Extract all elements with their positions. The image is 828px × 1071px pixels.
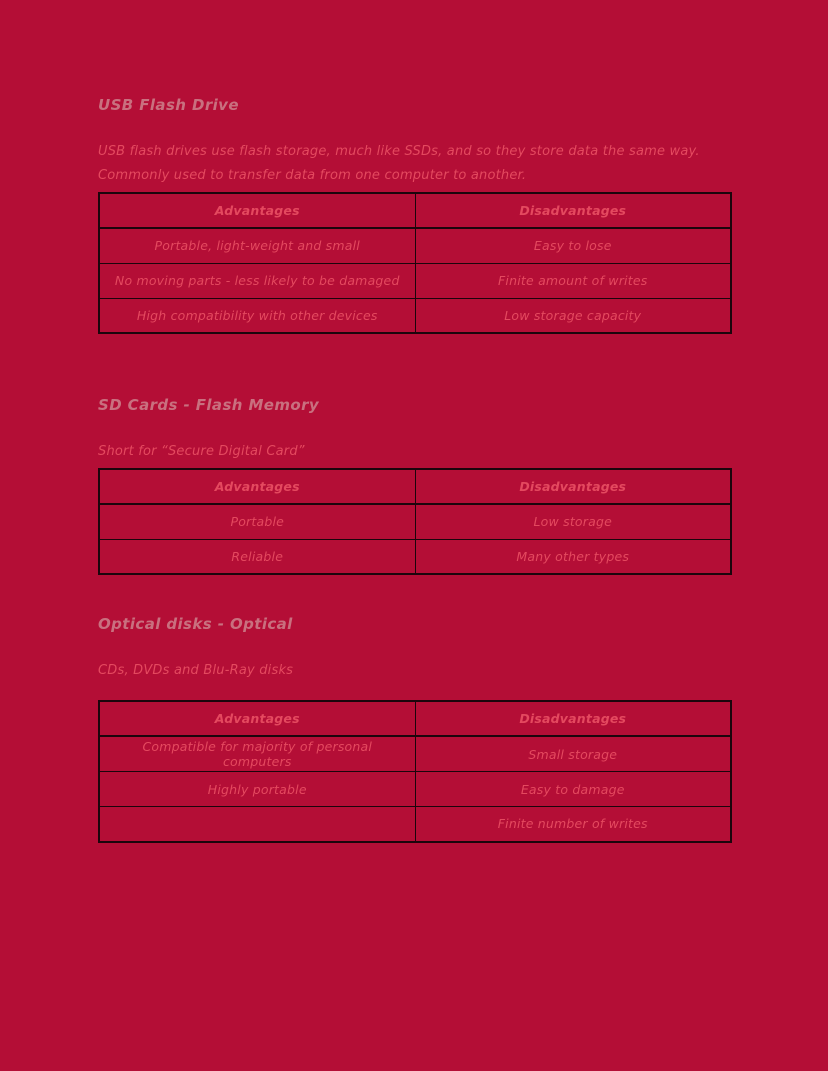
paragraph: Short for “Secure Digital Card” bbox=[98, 444, 305, 459]
disadvantages-header: Disadvantages bbox=[415, 701, 731, 736]
table-row bbox=[99, 228, 731, 263]
optical-comparison-table bbox=[98, 700, 732, 843]
table-row bbox=[99, 807, 731, 842]
advantage-cell: Highly portable bbox=[99, 772, 415, 807]
advantage-cell: Portable bbox=[99, 504, 415, 539]
table-row bbox=[99, 263, 731, 298]
sd-comparison-table bbox=[98, 468, 732, 575]
advantage-cell bbox=[99, 807, 415, 842]
section-usb-flash-drive bbox=[98, 96, 732, 334]
section-title: SD Cards - Flash Memory bbox=[98, 396, 320, 414]
paragraph: Commonly used to transfer data from one computer to another. bbox=[98, 168, 527, 183]
disadvantage-cell: Low storage capacity bbox=[415, 298, 731, 333]
table-header-row bbox=[99, 193, 731, 228]
disadvantage-cell: Many other types bbox=[415, 539, 731, 574]
table-row bbox=[99, 772, 731, 807]
paragraph: CDs, DVDs and Blu-Ray disks bbox=[98, 663, 294, 678]
disadvantage-cell: Easy to lose bbox=[415, 228, 731, 263]
disadvantage-cell: Low storage bbox=[415, 504, 731, 539]
disadvantage-cell: Finite amount of writes bbox=[415, 263, 731, 298]
section-sd-cards bbox=[98, 396, 732, 575]
disadvantages-header: Disadvantages bbox=[415, 469, 731, 504]
advantage-cell: No moving parts - less likely to be damaged bbox=[99, 263, 415, 298]
table-header-row bbox=[99, 701, 731, 736]
usb-comparison-table bbox=[98, 192, 732, 334]
disadvantage-cell: Small storage bbox=[415, 736, 731, 772]
paragraph: USB flash drives use flash storage, much like SSDs, and so they store data the same way. bbox=[98, 144, 700, 159]
disadvantage-cell: Easy to damage bbox=[415, 772, 731, 807]
table-row bbox=[99, 539, 731, 574]
advantages-header: Advantages bbox=[99, 701, 415, 736]
table-row bbox=[99, 504, 731, 539]
advantage-cell: Reliable bbox=[99, 539, 415, 574]
table-row bbox=[99, 298, 731, 333]
disadvantages-header: Disadvantages bbox=[415, 193, 731, 228]
section-title: Optical disks - Optical bbox=[98, 615, 293, 633]
table-row bbox=[99, 736, 731, 772]
section-title: USB Flash Drive bbox=[98, 96, 239, 114]
advantages-header: Advantages bbox=[99, 469, 415, 504]
table-header-row bbox=[99, 469, 731, 504]
advantage-cell: High compatibility with other devices bbox=[99, 298, 415, 333]
advantages-header: Advantages bbox=[99, 193, 415, 228]
advantage-cell: Compatible for majority of personal computers bbox=[99, 736, 415, 772]
disadvantage-cell: Finite number of writes bbox=[415, 807, 731, 842]
advantage-cell: Portable, light-weight and small bbox=[99, 228, 415, 263]
section-optical-disks bbox=[98, 615, 732, 843]
